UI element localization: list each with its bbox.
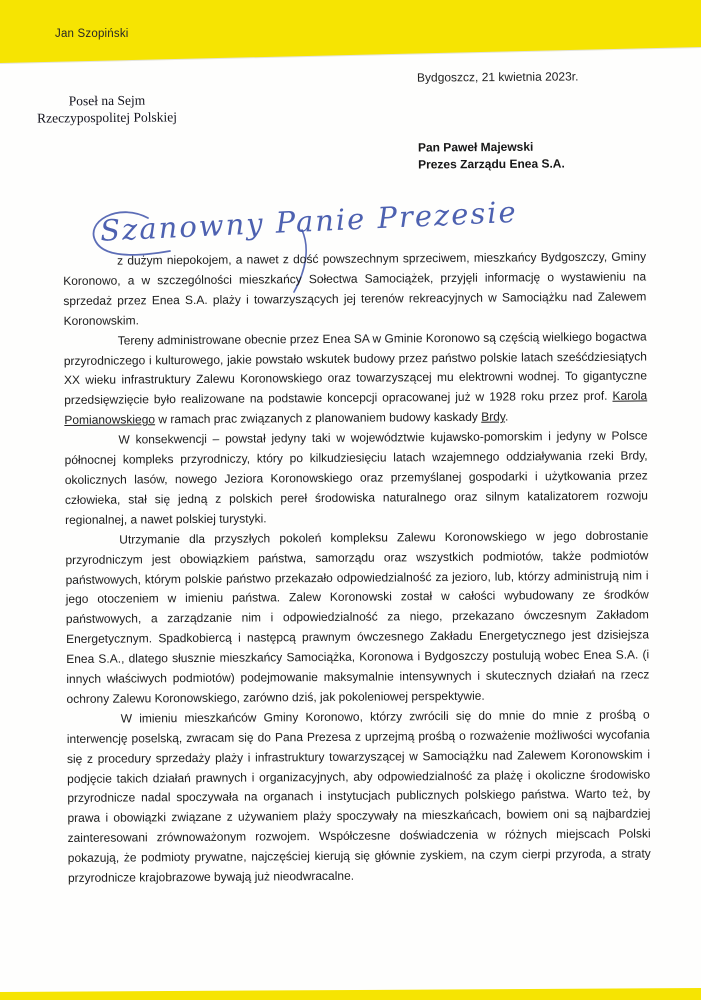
text-run: Utrzymanie dla przyszłych pokoleń kompleksu Zalewu Koronowskiego w jego dobrostanie przyrodniczym jest obowiązkiem państwa, samorządu oraz wszystkich podmiotów, także podmiotów państwowych, którym polskie państwo przekazało odpowiedzialność za jezioro, lub, którzy administrują nim i jego otoczeniem w imieniu państwa. Zalew Koronowski został w całości wybudowany ze środków państwowych, a zarządzanie nim i odpowiedzialność za niego, przekazano ówczesnym Zakładom Energetycznym. Spadkobiercą i następcą prawnym ówczesnego Zakładu Energetycznego jest dzisiejsza Enea S.A., dlatego słusznie mieszkańcy Samociążka, Koronowa i Bydgoszczy postulują wobec Enea S.A. (i innych właściwych podmiotów) podejmowanie maksymalnie intensywnych i skutecznych działań na rzecz ochrony Zalewu Koronowskiego, zarówno dziś, jak pokoleniowej perspektywie.	[65, 528, 650, 706]
handwritten-salutation: Szanowny Panie Prezesie	[99, 194, 519, 248]
text-run: W imieniu mieszkańców Gminy Koronowo, którzy zwrócili się do mnie do mnie z prośbą o interwencję poselską, zwracam się do Pana Prezesa z uprzejmą prośbą o rozważenie możliwości wycofania się z procedury sprzedaży plaży i infrastruktury towarzyszącej w Samociążku nad Zalewem Koronowskim i podjęcie takich działań prawnych i organizacyjnych, aby odpowiedzialność za plażę i okoliczne środowisko przyrodnicze nadal spoczywała na organach i instytucjach publicznych polskiego państwa. Warto też, by prawa i obowiązki związane z używaniem plaży spoczywały na mieszkańcach, bowiem oni są najbardziej zainteresowani zrównoważonym rozwojem. Współczesne doświadczenia w różnych miejscach Polski pokazują, że podmioty prywatne, najczęściej kierują się głównie zyskiem, na czym cierpi przyroda, a straty przyrodnicze krajobrazowe bywają już nieodwracalne.	[66, 707, 651, 886]
text-run: Tereny administrowane obecnie przez Enea SA w Gminie Koronowo są częścią wielkiego bogactwa przyrodniczego i kulturowego, jakie powstało wskutek budowy przez państwo polskie latach sześćdziesiątych XX wieku infrastruktury Zalewu Koronowskiego oraz towarzyszącej mu elektrowni wodnej. To gigantyczne przedsięwzięcie było realizowane na podstawie koncepcji opracowanej już w 1928 roku przez prof.	[63, 329, 648, 408]
sender-title-line2: Rzeczypospolitej Polskiej	[37, 108, 178, 126]
text-run: W konsekwencji – powstał jedyny taki w województwie kujawsko-pomorskim i jedyny w Polsce północnej kompleks przyrodniczy, który po kilkudziesięciu latach wzajemnego oddziaływania rzeki Brdy, okolicznych lasów, nowego Jeziora Koronowskiego oraz przemyślanej gospodarki i użytkowania przez człowieka, stał się jedną z polskich pereł środowiska naturalnego oraz silnym katalizatorem rozwoju regionalnej, a nawet polskiej turystyki.	[64, 428, 648, 527]
paragraph	[64, 327, 648, 431]
sender-block	[18, 92, 196, 127]
letter-body	[63, 247, 651, 889]
underlined-phrase: Karola Pomianowskiego	[64, 388, 648, 428]
text-run: w ramach prac związanych z planowaniem budowy kaskady	[154, 409, 482, 427]
sender-title-line1: Poseł na Sejm	[68, 92, 146, 109]
recipient-name: Pan Paweł Majewski	[417, 139, 534, 155]
recipient-title: Prezes Zarządu Enea S.A.	[418, 155, 565, 172]
paragraph	[63, 247, 647, 331]
paragraph	[64, 427, 648, 531]
dateline: Bydgoszcz, 21 kwietnia 2023r.	[416, 69, 579, 85]
text-run: z dużym niepokojem, a nawet z dość powszechnym sprzeciwem, mieszkańcy Bydgoszczy, Gminy Koronowo, a w szczególności mieszkańcy Sołectwa Samociążek, przyjęli informację o wystawieniu na sprzedaż przez Enea S.A. plaży i towarzyszących jej terenów rekreacyjnych w Samociążku nad Zalewem Koronowskim.	[63, 249, 647, 328]
letterhead-name: Jan Szopiński	[55, 28, 129, 40]
letterhead-bottom-band	[0, 988, 701, 1000]
underlined-phrase: Brdy	[481, 409, 506, 424]
text-run: .	[504, 409, 509, 424]
recipient-block	[418, 138, 565, 172]
paragraph	[67, 705, 651, 889]
paragraph	[65, 526, 649, 710]
